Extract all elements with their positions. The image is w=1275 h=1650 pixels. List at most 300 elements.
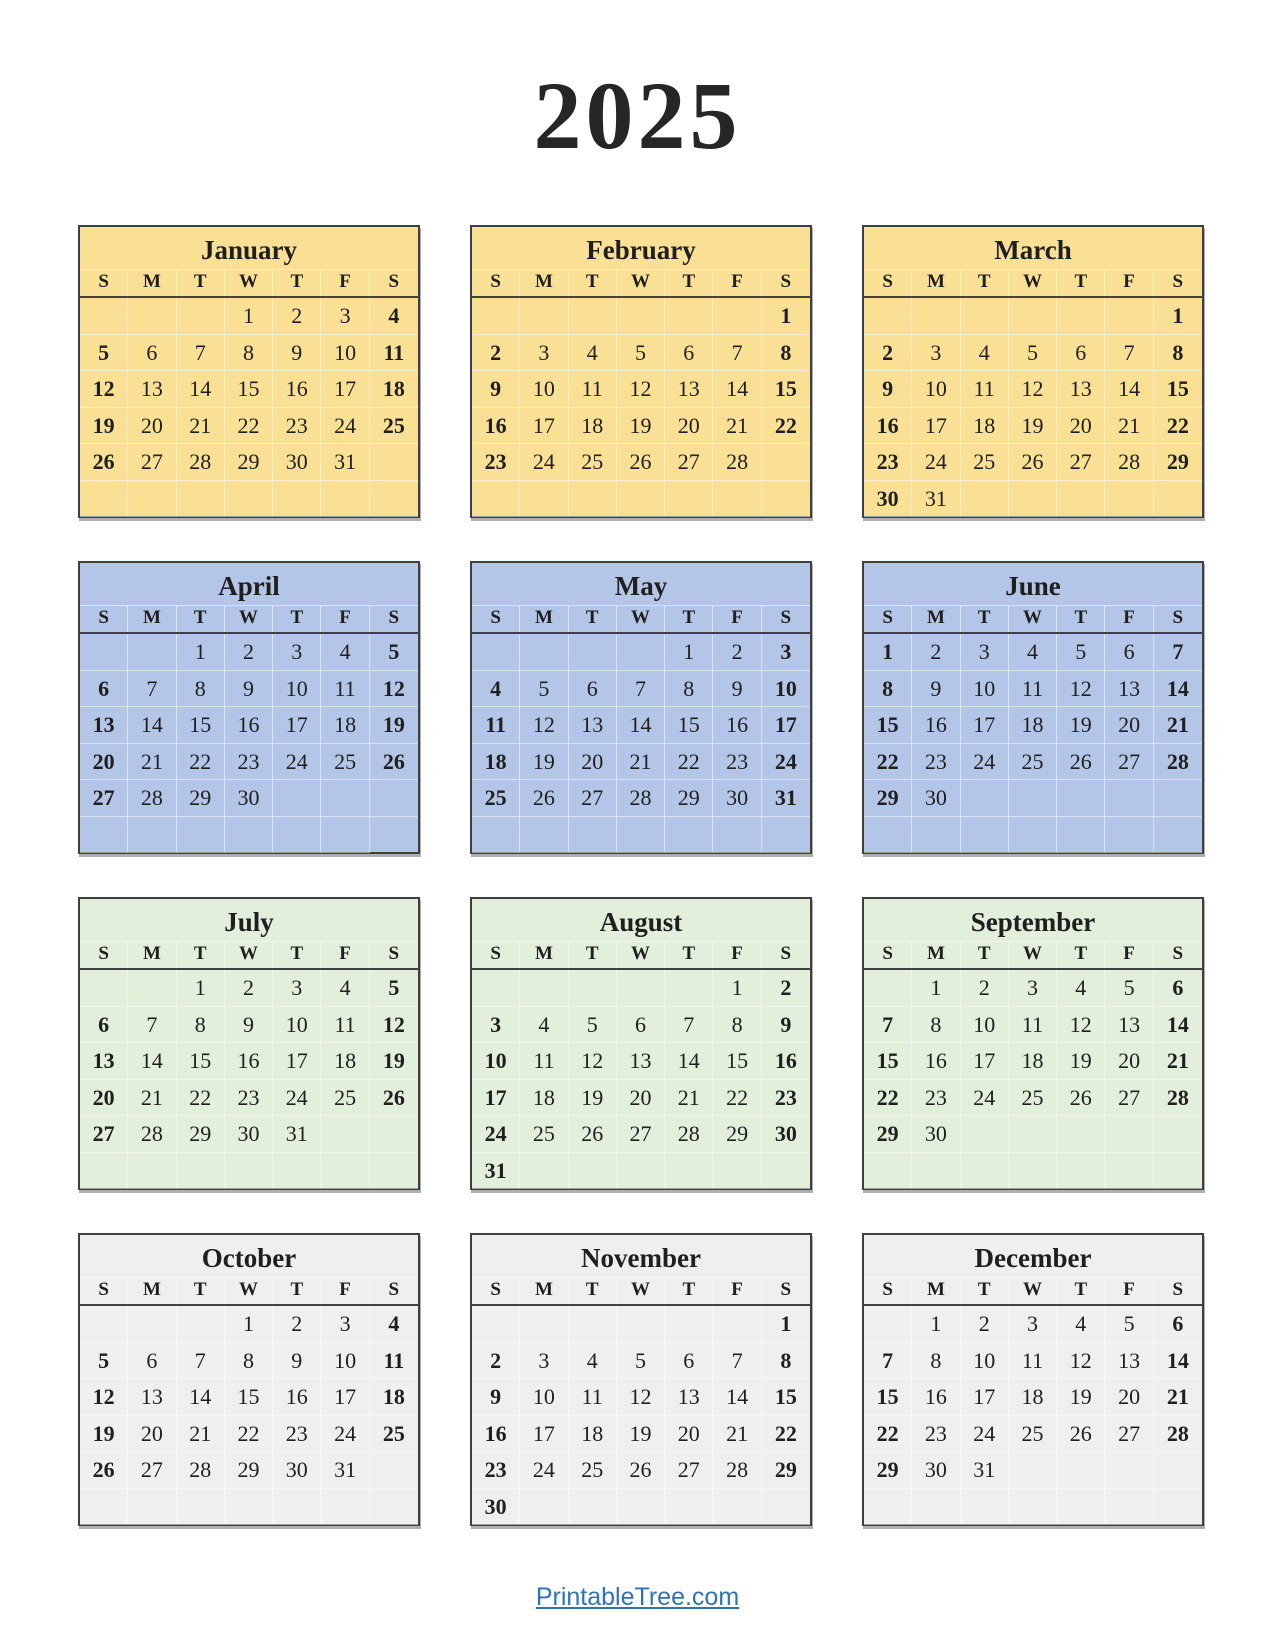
date-cell: 4 [370,298,418,335]
date-cell [864,1153,912,1190]
date-cell: 31 [321,444,369,481]
date-cell: 10 [472,1043,520,1080]
date-cell: 21 [665,1080,713,1117]
date-cell: 16 [912,1043,960,1080]
day-header-row [864,605,1202,632]
day-header-cell: M [128,1278,176,1304]
day-header-row [80,1277,418,1304]
date-cell: 22 [665,744,713,781]
date-cell: 13 [80,707,128,744]
date-cell: 8 [912,1007,960,1044]
date-cell: 27 [617,1116,665,1153]
day-header-cell: S [472,606,520,632]
date-cell [1154,1153,1202,1190]
date-cell [321,1153,369,1190]
date-cell [370,481,418,518]
day-header-row [80,941,418,968]
date-cell: 18 [520,1080,568,1117]
date-cell [912,1153,960,1190]
date-cell: 7 [713,1343,761,1380]
date-cell: 18 [321,1043,369,1080]
day-header-cell: S [388,1279,400,1300]
date-cell: 10 [762,671,810,708]
date-cell: 27 [80,1116,128,1153]
date-cell: 15 [864,707,912,744]
date-cell [665,298,713,335]
date-cell: 23 [225,1080,273,1117]
date-cell: 19 [370,707,418,744]
date-cell: 17 [321,371,369,408]
date-cell [569,634,617,671]
date-cell: 13 [1057,371,1105,408]
date-cell: 25 [961,444,1009,481]
date-cell: 26 [1009,444,1057,481]
date-cell: 7 [864,1343,912,1380]
date-cell: 17 [520,408,568,445]
day-header-cell: T [273,942,321,968]
date-cell: 24 [762,744,810,781]
day-header-cell: M [912,606,960,632]
date-cell [128,481,176,518]
date-cell: 17 [321,1379,369,1416]
date-cell: 20 [128,408,176,445]
date-cell [617,1306,665,1343]
date-grid [80,634,418,853]
date-cell: 19 [617,1416,665,1453]
date-cell: 27 [128,1452,176,1489]
month-box-june [862,561,1204,854]
date-cell: 2 [961,1306,1009,1343]
date-cell: 31 [472,1153,520,1190]
day-header-cell: M [520,606,568,632]
date-cell: 2 [864,335,912,372]
day-header-row [472,1277,810,1304]
date-cell [762,817,810,854]
date-cell [569,481,617,518]
date-cell: 3 [520,1343,568,1380]
date-cell: 5 [569,1007,617,1044]
date-cell: 12 [80,1379,128,1416]
day-header-cell: T [1057,1278,1105,1304]
date-cell [370,1452,418,1489]
date-cell [569,970,617,1007]
date-cell: 5 [617,1343,665,1380]
date-cell: 30 [762,1116,810,1153]
day-header-cell: W [225,606,273,632]
date-cell: 28 [1105,444,1153,481]
date-cell: 23 [273,408,321,445]
date-cell: 2 [961,970,1009,1007]
date-cell: 9 [225,671,273,708]
date-cell: 16 [225,707,273,744]
date-cell: 25 [370,408,418,445]
date-cell [569,1306,617,1343]
date-cell: 4 [569,335,617,372]
footer-link[interactable]: PrintableTree.com [535,1583,740,1611]
day-header-cell: F [713,606,761,632]
date-cell: 4 [961,335,1009,372]
date-cell: 9 [762,1007,810,1044]
date-cell [1154,1116,1202,1153]
date-cell: 26 [617,1452,665,1489]
date-cell: 24 [520,444,568,481]
day-header-cell: M [520,942,568,968]
date-cell: 14 [1154,1007,1202,1044]
date-cell [472,817,520,854]
date-cell: 5 [1105,970,1153,1007]
date-cell [1057,780,1105,817]
date-cell [520,298,568,335]
day-header-cell: S [80,1278,128,1304]
day-header-cell: T [273,1278,321,1304]
date-cell: 22 [177,744,225,781]
date-cell: 15 [1154,371,1202,408]
date-cell: 20 [80,1080,128,1117]
date-cell: 5 [370,634,418,671]
date-cell: 14 [1105,371,1153,408]
date-cell: 22 [225,1416,273,1453]
date-cell: 28 [1154,1416,1202,1453]
date-cell: 12 [617,371,665,408]
date-cell: 15 [225,1379,273,1416]
month-box-december [862,1233,1204,1526]
date-cell: 26 [569,1116,617,1153]
date-cell: 16 [713,707,761,744]
date-cell [713,481,761,518]
date-cell: 6 [80,671,128,708]
date-grid [864,970,1202,1189]
date-cell: 21 [617,744,665,781]
date-cell [177,1306,225,1343]
date-cell: 25 [569,444,617,481]
date-cell: 11 [1009,1007,1057,1044]
date-cell: 29 [864,1116,912,1153]
date-cell: 3 [273,970,321,1007]
date-cell [961,298,1009,335]
date-cell [1154,780,1202,817]
date-cell: 9 [472,371,520,408]
date-cell: 14 [1154,671,1202,708]
date-cell: 5 [1105,1306,1153,1343]
day-header-cell: S [1172,607,1184,628]
date-cell: 28 [177,1452,225,1489]
date-cell: 15 [713,1043,761,1080]
date-cell [128,298,176,335]
date-cell: 24 [520,1452,568,1489]
calendar-grid [78,225,1275,1526]
date-cell [80,481,128,518]
date-cell: 22 [864,1416,912,1453]
day-header-cell: T [961,1278,1009,1304]
date-cell: 1 [762,298,810,335]
date-cell [128,1489,176,1526]
date-cell: 7 [1105,335,1153,372]
date-grid [80,298,418,517]
date-cell: 19 [370,1043,418,1080]
day-header-cell: T [273,270,321,296]
month-box-february [470,225,812,518]
day-header-cell: S [388,271,400,292]
date-cell: 24 [472,1116,520,1153]
date-cell: 11 [472,707,520,744]
day-header-cell: T [961,606,1009,632]
date-cell [128,970,176,1007]
date-cell: 11 [321,1007,369,1044]
month-title: October [201,1243,297,1273]
date-cell: 26 [520,780,568,817]
date-cell: 20 [128,1416,176,1453]
date-cell: 14 [128,707,176,744]
day-header-cell: M [912,270,960,296]
day-header-cell: M [520,270,568,296]
date-cell [617,1489,665,1526]
date-cell: 24 [273,744,321,781]
date-cell: 17 [472,1080,520,1117]
date-cell [370,444,418,481]
date-cell: 22 [864,1080,912,1117]
date-cell: 29 [177,1116,225,1153]
date-cell: 23 [472,1452,520,1489]
date-cell: 15 [762,371,810,408]
day-header-cell: W [617,606,665,632]
date-cell [1105,817,1153,854]
date-cell: 30 [864,481,912,518]
date-cell: 2 [472,335,520,372]
date-cell: 5 [617,335,665,372]
date-cell: 13 [665,1379,713,1416]
date-cell: 20 [665,408,713,445]
date-cell [177,481,225,518]
date-cell: 14 [177,371,225,408]
date-cell: 9 [273,1343,321,1380]
date-cell: 31 [321,1452,369,1489]
date-cell: 15 [177,1043,225,1080]
date-cell [128,817,176,854]
date-cell: 22 [864,744,912,781]
date-cell: 1 [1154,298,1202,335]
date-cell: 12 [1057,1007,1105,1044]
date-cell [1009,817,1057,854]
date-cell [961,817,1009,854]
date-cell: 28 [1154,1080,1202,1117]
date-cell [961,1489,1009,1526]
date-cell: 4 [370,1306,418,1343]
date-cell: 6 [1057,335,1105,372]
date-cell: 8 [177,671,225,708]
date-cell: 18 [370,1379,418,1416]
day-header-cell: T [665,942,713,968]
date-cell [1057,1116,1105,1153]
date-cell: 27 [569,780,617,817]
date-cell: 1 [864,634,912,671]
date-cell: 13 [80,1043,128,1080]
day-header-cell: T [569,606,617,632]
date-cell: 6 [1154,1306,1202,1343]
day-header-cell: M [520,1278,568,1304]
day-header-cell: T [961,942,1009,968]
date-cell: 11 [321,671,369,708]
date-cell: 29 [177,780,225,817]
day-header-row [472,605,810,632]
date-grid [472,634,810,853]
date-cell: 3 [321,1306,369,1343]
day-header-cell: T [177,606,225,632]
date-cell: 10 [961,671,1009,708]
date-cell [961,780,1009,817]
day-header-cell: F [321,942,369,968]
month-box-may [470,561,812,854]
date-cell [370,1153,418,1190]
date-cell: 7 [177,1343,225,1380]
date-cell [762,444,810,481]
date-cell: 12 [1057,1343,1105,1380]
date-cell: 6 [569,671,617,708]
day-header-cell: T [1057,606,1105,632]
date-cell: 24 [961,1080,1009,1117]
day-header-row [864,1277,1202,1304]
date-cell: 26 [617,444,665,481]
date-cell [762,1153,810,1190]
date-cell [177,817,225,854]
date-cell: 25 [321,744,369,781]
day-header-cell: F [321,1278,369,1304]
date-grid [80,1306,418,1525]
date-cell [665,1153,713,1190]
date-cell: 22 [1154,408,1202,445]
date-cell [1105,1153,1153,1190]
date-cell [177,1153,225,1190]
date-cell [225,1153,273,1190]
date-cell: 13 [617,1043,665,1080]
date-cell [617,481,665,518]
date-cell: 8 [762,1343,810,1380]
date-cell: 5 [520,671,568,708]
date-cell: 16 [864,408,912,445]
date-cell: 18 [370,371,418,408]
date-cell: 7 [864,1007,912,1044]
date-cell [864,970,912,1007]
date-cell [128,1153,176,1190]
month-box-april [78,561,420,854]
date-cell: 1 [912,1306,960,1343]
date-cell [321,481,369,518]
date-cell: 6 [128,1343,176,1380]
date-cell [472,634,520,671]
day-header-cell: F [713,270,761,296]
day-header-cell: F [321,606,369,632]
date-cell: 14 [177,1379,225,1416]
date-cell: 26 [370,744,418,781]
date-cell [321,1489,369,1526]
date-cell: 18 [321,707,369,744]
date-cell: 7 [128,1007,176,1044]
date-cell: 27 [1105,1080,1153,1117]
date-cell: 2 [225,634,273,671]
date-cell: 10 [961,1343,1009,1380]
date-cell: 6 [1105,634,1153,671]
date-cell: 16 [912,1379,960,1416]
date-cell: 22 [762,408,810,445]
date-cell: 20 [665,1416,713,1453]
date-cell: 17 [912,408,960,445]
date-cell: 3 [912,335,960,372]
date-cell: 17 [762,707,810,744]
date-cell: 29 [864,1452,912,1489]
month-box-september [862,897,1204,1190]
date-cell [472,298,520,335]
day-header-cell: T [1057,270,1105,296]
day-header-cell: T [1057,942,1105,968]
date-cell: 8 [225,335,273,372]
day-header-cell: S [864,270,912,296]
date-cell: 31 [762,780,810,817]
date-cell: 8 [912,1343,960,1380]
date-grid [472,970,810,1189]
date-cell: 2 [273,1306,321,1343]
date-cell: 16 [762,1043,810,1080]
date-cell: 12 [1009,371,1057,408]
date-cell: 30 [225,1116,273,1153]
date-cell: 16 [273,1379,321,1416]
date-cell: 15 [225,371,273,408]
date-cell: 10 [520,371,568,408]
date-cell: 10 [321,335,369,372]
date-cell [569,1489,617,1526]
date-cell [321,817,369,854]
month-title: March [994,235,1072,265]
date-cell: 1 [762,1306,810,1343]
date-cell: 30 [912,1452,960,1489]
date-cell [864,1489,912,1526]
day-header-cell: S [472,1278,520,1304]
day-header-row [80,269,418,296]
date-cell [80,970,128,1007]
date-cell: 29 [713,1116,761,1153]
month-box-august [470,897,812,1190]
date-cell: 7 [665,1007,713,1044]
date-cell: 13 [665,371,713,408]
date-cell: 5 [1009,335,1057,372]
day-header-row [864,269,1202,296]
day-header-row [472,941,810,968]
date-cell: 14 [713,1379,761,1416]
date-cell: 29 [1154,444,1202,481]
date-cell [762,481,810,518]
date-cell: 7 [617,671,665,708]
day-header-row [864,941,1202,968]
date-cell [370,1489,418,1526]
date-grid [472,1306,810,1525]
date-cell: 4 [1057,1306,1105,1343]
date-cell: 26 [1057,1416,1105,1453]
date-cell: 25 [520,1116,568,1153]
date-cell [665,817,713,854]
date-cell [961,481,1009,518]
date-cell: 25 [370,1416,418,1453]
date-cell: 23 [762,1080,810,1117]
date-cell: 26 [80,444,128,481]
date-cell: 13 [569,707,617,744]
date-cell [665,970,713,1007]
date-cell: 20 [80,744,128,781]
date-cell: 15 [665,707,713,744]
date-cell: 2 [912,634,960,671]
date-cell: 1 [177,970,225,1007]
date-cell: 25 [321,1080,369,1117]
day-header-cell: F [1105,606,1153,632]
day-header-cell: T [665,606,713,632]
date-cell: 1 [225,298,273,335]
